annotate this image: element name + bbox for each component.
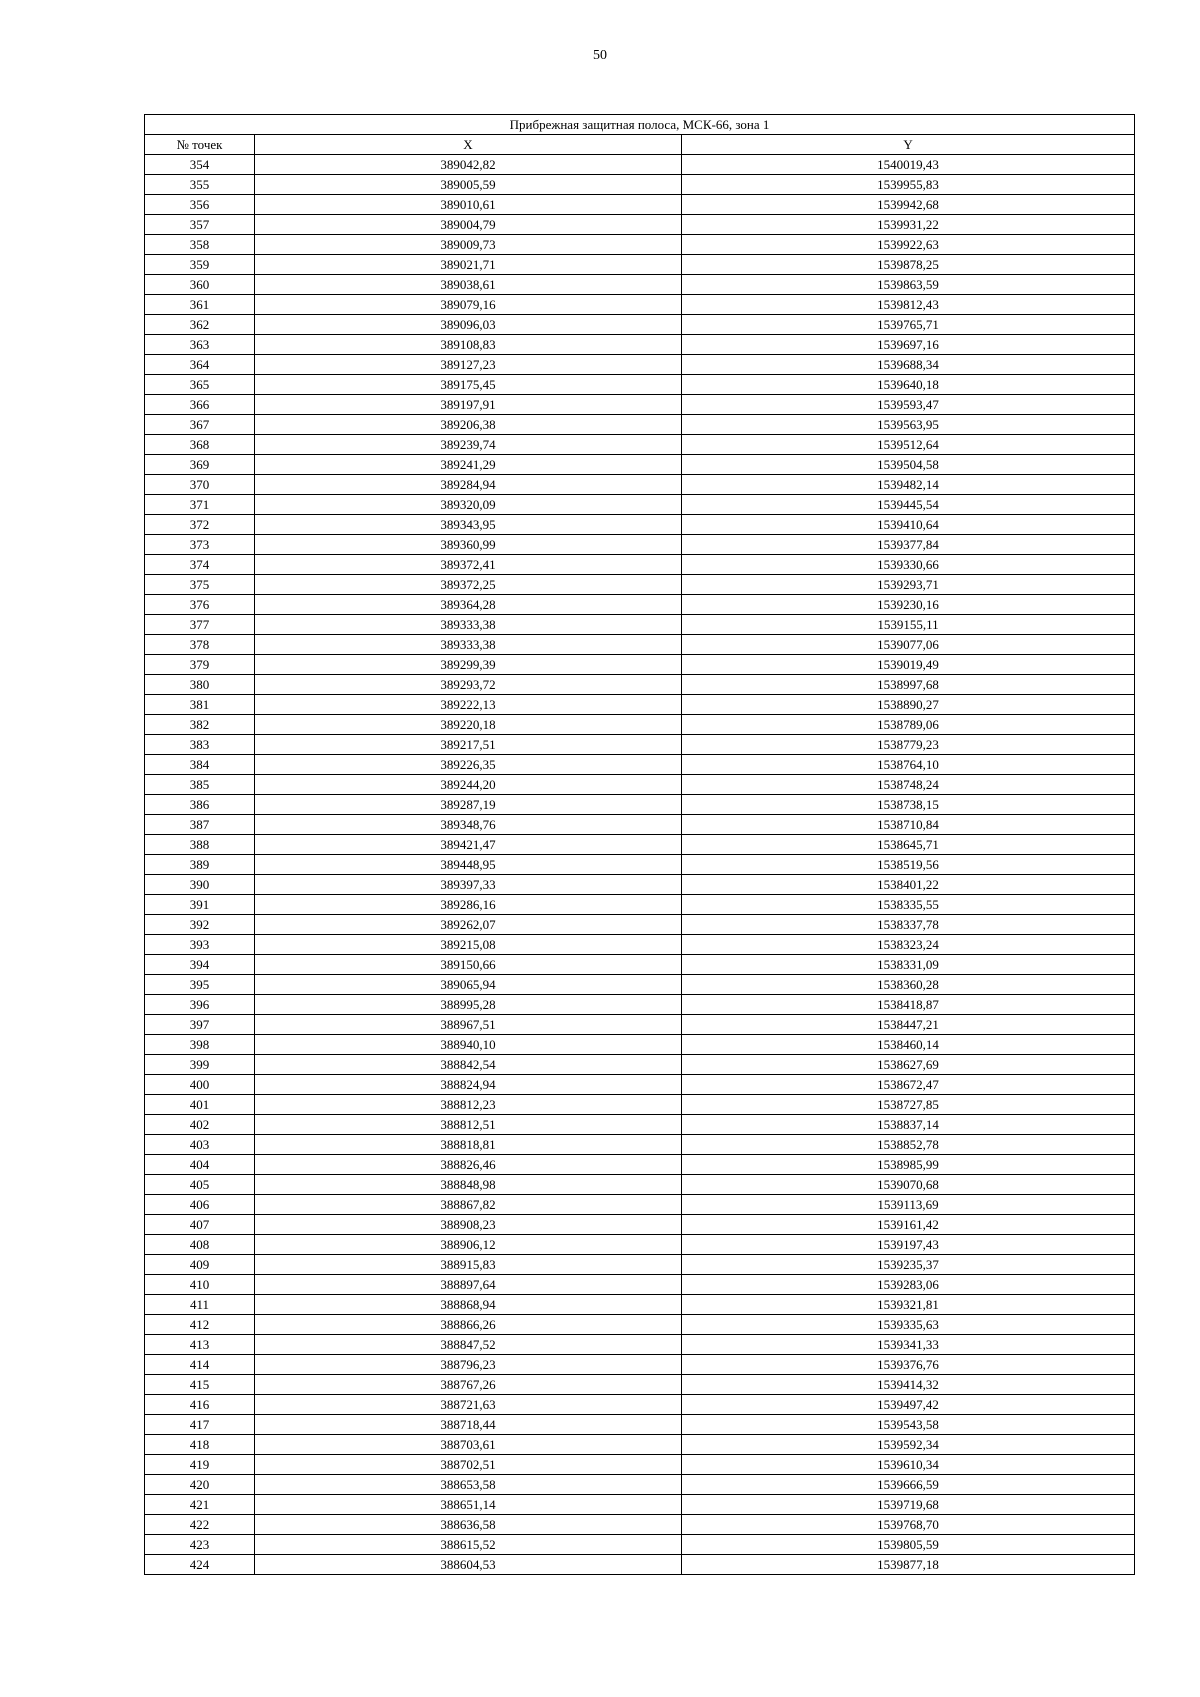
cell-y: 1538738,15 <box>682 795 1135 815</box>
cell-point-number: 393 <box>145 935 255 955</box>
cell-point-number: 385 <box>145 775 255 795</box>
table-row <box>145 775 1135 795</box>
cell-y: 1539768,70 <box>682 1515 1135 1535</box>
cell-y: 1539878,25 <box>682 255 1135 275</box>
cell-y: 1538764,10 <box>682 755 1135 775</box>
cell-y: 1539543,58 <box>682 1415 1135 1435</box>
cell-point-number: 412 <box>145 1315 255 1335</box>
cell-y: 1538323,24 <box>682 935 1135 955</box>
table-row <box>145 1495 1135 1515</box>
cell-point-number: 373 <box>145 535 255 555</box>
cell-point-number: 365 <box>145 375 255 395</box>
cell-y: 1539482,14 <box>682 475 1135 495</box>
cell-x: 389038,61 <box>255 275 682 295</box>
cell-y: 1538852,78 <box>682 1135 1135 1155</box>
table-row <box>145 395 1135 415</box>
cell-y: 1538418,87 <box>682 995 1135 1015</box>
table-row <box>145 635 1135 655</box>
cell-y: 1539335,63 <box>682 1315 1135 1335</box>
cell-x: 389293,72 <box>255 675 682 695</box>
cell-x: 389348,76 <box>255 815 682 835</box>
table-row <box>145 1515 1135 1535</box>
cell-x: 388866,26 <box>255 1315 682 1335</box>
table-row <box>145 795 1135 815</box>
table-row <box>145 195 1135 215</box>
cell-x: 388615,52 <box>255 1535 682 1555</box>
coordinates-table <box>144 114 1135 1575</box>
cell-y: 1538748,24 <box>682 775 1135 795</box>
cell-x: 388653,58 <box>255 1475 682 1495</box>
cell-point-number: 405 <box>145 1175 255 1195</box>
cell-x: 388897,64 <box>255 1275 682 1295</box>
cell-point-number: 378 <box>145 635 255 655</box>
cell-y: 1538627,69 <box>682 1055 1135 1075</box>
table-row <box>145 535 1135 555</box>
table-row <box>145 1255 1135 1275</box>
cell-point-number: 370 <box>145 475 255 495</box>
cell-point-number: 376 <box>145 595 255 615</box>
cell-x: 388718,44 <box>255 1415 682 1435</box>
cell-x: 389004,79 <box>255 215 682 235</box>
table-row <box>145 1135 1135 1155</box>
cell-point-number: 367 <box>145 415 255 435</box>
table-row <box>145 1055 1135 1075</box>
cell-point-number: 359 <box>145 255 255 275</box>
table-row <box>145 1315 1135 1335</box>
cell-y: 1538789,06 <box>682 715 1135 735</box>
table-row <box>145 315 1135 335</box>
cell-y: 1539497,42 <box>682 1395 1135 1415</box>
table-row <box>145 895 1135 915</box>
cell-y: 1539414,32 <box>682 1375 1135 1395</box>
cell-y: 1539812,43 <box>682 295 1135 315</box>
table-row <box>145 1395 1135 1415</box>
cell-x: 388915,83 <box>255 1255 682 1275</box>
table-row <box>145 1195 1135 1215</box>
cell-x: 389284,94 <box>255 475 682 495</box>
cell-x: 388967,51 <box>255 1015 682 1035</box>
cell-point-number: 369 <box>145 455 255 475</box>
table-row <box>145 1475 1135 1495</box>
cell-x: 389042,82 <box>255 155 682 175</box>
cell-y: 1538460,14 <box>682 1035 1135 1055</box>
cell-y: 1538401,22 <box>682 875 1135 895</box>
table-row <box>145 855 1135 875</box>
cell-x: 388995,28 <box>255 995 682 1015</box>
cell-x: 388826,46 <box>255 1155 682 1175</box>
table-row <box>145 1035 1135 1055</box>
cell-x: 389286,16 <box>255 895 682 915</box>
table-row <box>145 355 1135 375</box>
cell-y: 1539377,84 <box>682 535 1135 555</box>
cell-y: 1539321,81 <box>682 1295 1135 1315</box>
table-row <box>145 235 1135 255</box>
cell-x: 389333,38 <box>255 615 682 635</box>
table-row <box>145 975 1135 995</box>
cell-x: 388651,14 <box>255 1495 682 1515</box>
cell-x: 389065,94 <box>255 975 682 995</box>
cell-point-number: 421 <box>145 1495 255 1515</box>
cell-y: 1538997,68 <box>682 675 1135 695</box>
cell-point-number: 417 <box>145 1415 255 1435</box>
table-row <box>145 735 1135 755</box>
cell-point-number: 399 <box>145 1055 255 1075</box>
cell-y: 1539922,63 <box>682 235 1135 255</box>
cell-point-number: 383 <box>145 735 255 755</box>
cell-point-number: 360 <box>145 275 255 295</box>
cell-x: 389127,23 <box>255 355 682 375</box>
table-row <box>145 275 1135 295</box>
cell-x: 388812,51 <box>255 1115 682 1135</box>
table-row <box>145 995 1135 1015</box>
cell-x: 389108,83 <box>255 335 682 355</box>
cell-x: 389175,45 <box>255 375 682 395</box>
cell-y: 1539719,68 <box>682 1495 1135 1515</box>
cell-x: 389244,20 <box>255 775 682 795</box>
cell-y: 1539504,58 <box>682 455 1135 475</box>
cell-point-number: 391 <box>145 895 255 915</box>
cell-x: 389241,29 <box>255 455 682 475</box>
cell-point-number: 362 <box>145 315 255 335</box>
cell-x: 388848,98 <box>255 1175 682 1195</box>
table-row <box>145 835 1135 855</box>
table-row <box>145 215 1135 235</box>
cell-x: 389096,03 <box>255 315 682 335</box>
cell-y: 1539805,59 <box>682 1535 1135 1555</box>
table-row <box>145 1075 1135 1095</box>
table-row <box>145 475 1135 495</box>
table-body <box>145 155 1135 1575</box>
cell-y: 1539070,68 <box>682 1175 1135 1195</box>
cell-y: 1539666,59 <box>682 1475 1135 1495</box>
cell-x: 388867,82 <box>255 1195 682 1215</box>
table-row <box>145 1355 1135 1375</box>
cell-y: 1539235,37 <box>682 1255 1135 1275</box>
header-x: X <box>255 135 682 155</box>
table-row <box>145 1095 1135 1115</box>
cell-point-number: 392 <box>145 915 255 935</box>
table-row <box>145 155 1135 175</box>
cell-y: 1538331,09 <box>682 955 1135 975</box>
cell-x: 389005,59 <box>255 175 682 195</box>
cell-point-number: 406 <box>145 1195 255 1215</box>
cell-y: 1539410,64 <box>682 515 1135 535</box>
cell-point-number: 354 <box>145 155 255 175</box>
table-row <box>145 815 1135 835</box>
table-row <box>145 295 1135 315</box>
cell-x: 388721,63 <box>255 1395 682 1415</box>
cell-y: 1539283,06 <box>682 1275 1135 1295</box>
cell-x: 388604,53 <box>255 1555 682 1575</box>
cell-point-number: 375 <box>145 575 255 595</box>
cell-y: 1539955,83 <box>682 175 1135 195</box>
cell-y: 1538890,27 <box>682 695 1135 715</box>
cell-point-number: 409 <box>145 1255 255 1275</box>
cell-x: 389021,71 <box>255 255 682 275</box>
cell-y: 1538335,55 <box>682 895 1135 915</box>
table-row <box>145 1335 1135 1355</box>
table-row <box>145 935 1135 955</box>
cell-point-number: 415 <box>145 1375 255 1395</box>
cell-y: 1538710,84 <box>682 815 1135 835</box>
cell-point-number: 361 <box>145 295 255 315</box>
cell-x: 389343,95 <box>255 515 682 535</box>
cell-x: 389287,19 <box>255 795 682 815</box>
table-row <box>145 1535 1135 1555</box>
cell-y: 1539697,16 <box>682 335 1135 355</box>
cell-x: 389226,35 <box>255 755 682 775</box>
cell-point-number: 388 <box>145 835 255 855</box>
cell-y: 1539563,95 <box>682 415 1135 435</box>
cell-x: 389150,66 <box>255 955 682 975</box>
table-row <box>145 655 1135 675</box>
cell-x: 389364,28 <box>255 595 682 615</box>
cell-x: 389079,16 <box>255 295 682 315</box>
cell-y: 1538727,85 <box>682 1095 1135 1115</box>
cell-point-number: 357 <box>145 215 255 235</box>
cell-point-number: 371 <box>145 495 255 515</box>
cell-point-number: 366 <box>145 395 255 415</box>
table-row <box>145 495 1135 515</box>
cell-point-number: 374 <box>145 555 255 575</box>
cell-point-number: 397 <box>145 1015 255 1035</box>
cell-y: 1538837,14 <box>682 1115 1135 1135</box>
cell-x: 389197,91 <box>255 395 682 415</box>
cell-y: 1539230,16 <box>682 595 1135 615</box>
cell-point-number: 380 <box>145 675 255 695</box>
table-row <box>145 875 1135 895</box>
cell-y: 1539376,76 <box>682 1355 1135 1375</box>
cell-point-number: 390 <box>145 875 255 895</box>
cell-y: 1539863,59 <box>682 275 1135 295</box>
cell-y: 1539640,18 <box>682 375 1135 395</box>
cell-x: 389239,74 <box>255 435 682 455</box>
header-y: Y <box>682 135 1135 155</box>
cell-x: 389333,38 <box>255 635 682 655</box>
cell-y: 1539512,64 <box>682 435 1135 455</box>
cell-point-number: 402 <box>145 1115 255 1135</box>
cell-x: 388940,10 <box>255 1035 682 1055</box>
cell-x: 388812,23 <box>255 1095 682 1115</box>
table-row <box>145 515 1135 535</box>
cell-y: 1539293,71 <box>682 575 1135 595</box>
cell-x: 389222,13 <box>255 695 682 715</box>
cell-x: 388636,58 <box>255 1515 682 1535</box>
cell-x: 388796,23 <box>255 1355 682 1375</box>
cell-y: 1539765,71 <box>682 315 1135 335</box>
cell-point-number: 386 <box>145 795 255 815</box>
cell-point-number: 422 <box>145 1515 255 1535</box>
cell-x: 388818,81 <box>255 1135 682 1155</box>
cell-x: 389397,33 <box>255 875 682 895</box>
table-row <box>145 715 1135 735</box>
cell-point-number: 407 <box>145 1215 255 1235</box>
table-row <box>145 1155 1135 1175</box>
cell-point-number: 400 <box>145 1075 255 1095</box>
cell-point-number: 403 <box>145 1135 255 1155</box>
cell-y: 1539877,18 <box>682 1555 1135 1575</box>
cell-point-number: 379 <box>145 655 255 675</box>
table-row <box>145 955 1135 975</box>
cell-x: 388906,12 <box>255 1235 682 1255</box>
table-row <box>145 1175 1135 1195</box>
cell-point-number: 377 <box>145 615 255 635</box>
cell-point-number: 387 <box>145 815 255 835</box>
table-row <box>145 455 1135 475</box>
table-row <box>145 675 1135 695</box>
cell-y: 1539161,42 <box>682 1215 1135 1235</box>
table-row <box>145 375 1135 395</box>
cell-y: 1539593,47 <box>682 395 1135 415</box>
cell-y: 1539077,06 <box>682 635 1135 655</box>
cell-y: 1539113,69 <box>682 1195 1135 1215</box>
cell-y: 1538447,21 <box>682 1015 1135 1035</box>
cell-point-number: 410 <box>145 1275 255 1295</box>
table-row <box>145 695 1135 715</box>
cell-y: 1539688,34 <box>682 355 1135 375</box>
cell-x: 388824,94 <box>255 1075 682 1095</box>
cell-point-number: 395 <box>145 975 255 995</box>
cell-x: 389217,51 <box>255 735 682 755</box>
cell-point-number: 420 <box>145 1475 255 1495</box>
cell-point-number: 404 <box>145 1155 255 1175</box>
cell-x: 389215,08 <box>255 935 682 955</box>
table-title: Прибрежная защитная полоса, МСК-66, зона 1 <box>145 115 1135 135</box>
cell-y: 1538672,47 <box>682 1075 1135 1095</box>
cell-point-number: 413 <box>145 1335 255 1355</box>
cell-point-number: 408 <box>145 1235 255 1255</box>
cell-y: 1538645,71 <box>682 835 1135 855</box>
cell-y: 1539931,22 <box>682 215 1135 235</box>
table-row <box>145 335 1135 355</box>
cell-x: 388908,23 <box>255 1215 682 1235</box>
cell-point-number: 419 <box>145 1455 255 1475</box>
cell-point-number: 416 <box>145 1395 255 1415</box>
cell-x: 389262,07 <box>255 915 682 935</box>
cell-point-number: 384 <box>145 755 255 775</box>
table-row <box>145 1015 1135 1035</box>
cell-x: 389320,09 <box>255 495 682 515</box>
cell-x: 389421,47 <box>255 835 682 855</box>
cell-y: 1539019,49 <box>682 655 1135 675</box>
cell-y: 1539330,66 <box>682 555 1135 575</box>
cell-x: 389299,39 <box>255 655 682 675</box>
cell-y: 1538985,99 <box>682 1155 1135 1175</box>
cell-point-number: 358 <box>145 235 255 255</box>
table-row <box>145 755 1135 775</box>
header-point-number: № точек <box>145 135 255 155</box>
table-row <box>145 1455 1135 1475</box>
cell-point-number: 396 <box>145 995 255 1015</box>
cell-y: 1539592,34 <box>682 1435 1135 1455</box>
cell-x: 388847,52 <box>255 1335 682 1355</box>
table-row <box>145 1435 1135 1455</box>
table-row <box>145 1115 1135 1135</box>
cell-point-number: 355 <box>145 175 255 195</box>
cell-y: 1539942,68 <box>682 195 1135 215</box>
cell-x: 389009,73 <box>255 235 682 255</box>
table-row <box>145 175 1135 195</box>
cell-point-number: 423 <box>145 1535 255 1555</box>
cell-point-number: 414 <box>145 1355 255 1375</box>
cell-x: 388767,26 <box>255 1375 682 1395</box>
cell-y: 1538337,78 <box>682 915 1135 935</box>
cell-point-number: 368 <box>145 435 255 455</box>
cell-x: 389360,99 <box>255 535 682 555</box>
cell-point-number: 382 <box>145 715 255 735</box>
cell-point-number: 364 <box>145 355 255 375</box>
cell-point-number: 398 <box>145 1035 255 1055</box>
table-row <box>145 415 1135 435</box>
table-row <box>145 1295 1135 1315</box>
cell-point-number: 401 <box>145 1095 255 1115</box>
cell-y: 1539445,54 <box>682 495 1135 515</box>
cell-point-number: 424 <box>145 1555 255 1575</box>
cell-point-number: 394 <box>145 955 255 975</box>
table-row <box>145 1275 1135 1295</box>
cell-x: 389372,25 <box>255 575 682 595</box>
cell-x: 388702,51 <box>255 1455 682 1475</box>
table-row <box>145 255 1135 275</box>
cell-point-number: 381 <box>145 695 255 715</box>
cell-y: 1538779,23 <box>682 735 1135 755</box>
cell-y: 1539155,11 <box>682 615 1135 635</box>
cell-x: 388842,54 <box>255 1055 682 1075</box>
cell-point-number: 418 <box>145 1435 255 1455</box>
table-title-row <box>145 115 1135 135</box>
table-header-row <box>145 135 1135 155</box>
table-row <box>145 435 1135 455</box>
cell-y: 1538360,28 <box>682 975 1135 995</box>
cell-x: 389220,18 <box>255 715 682 735</box>
table-row <box>145 915 1135 935</box>
cell-y: 1538519,56 <box>682 855 1135 875</box>
cell-y: 1539197,43 <box>682 1235 1135 1255</box>
table-row <box>145 1555 1135 1575</box>
cell-point-number: 363 <box>145 335 255 355</box>
cell-y: 1540019,43 <box>682 155 1135 175</box>
cell-x: 389010,61 <box>255 195 682 215</box>
table-row <box>145 1235 1135 1255</box>
table-row <box>145 615 1135 635</box>
table-row <box>145 595 1135 615</box>
cell-y: 1539610,34 <box>682 1455 1135 1475</box>
cell-y: 1539341,33 <box>682 1335 1135 1355</box>
table-row <box>145 1415 1135 1435</box>
cell-point-number: 389 <box>145 855 255 875</box>
cell-point-number: 356 <box>145 195 255 215</box>
cell-point-number: 372 <box>145 515 255 535</box>
page-number: 50 <box>593 48 607 63</box>
cell-x: 389372,41 <box>255 555 682 575</box>
cell-x: 388703,61 <box>255 1435 682 1455</box>
table-row <box>145 1375 1135 1395</box>
table-row <box>145 1215 1135 1235</box>
cell-point-number: 411 <box>145 1295 255 1315</box>
table-row <box>145 555 1135 575</box>
cell-x: 389206,38 <box>255 415 682 435</box>
table-row <box>145 575 1135 595</box>
cell-x: 388868,94 <box>255 1295 682 1315</box>
cell-x: 389448,95 <box>255 855 682 875</box>
